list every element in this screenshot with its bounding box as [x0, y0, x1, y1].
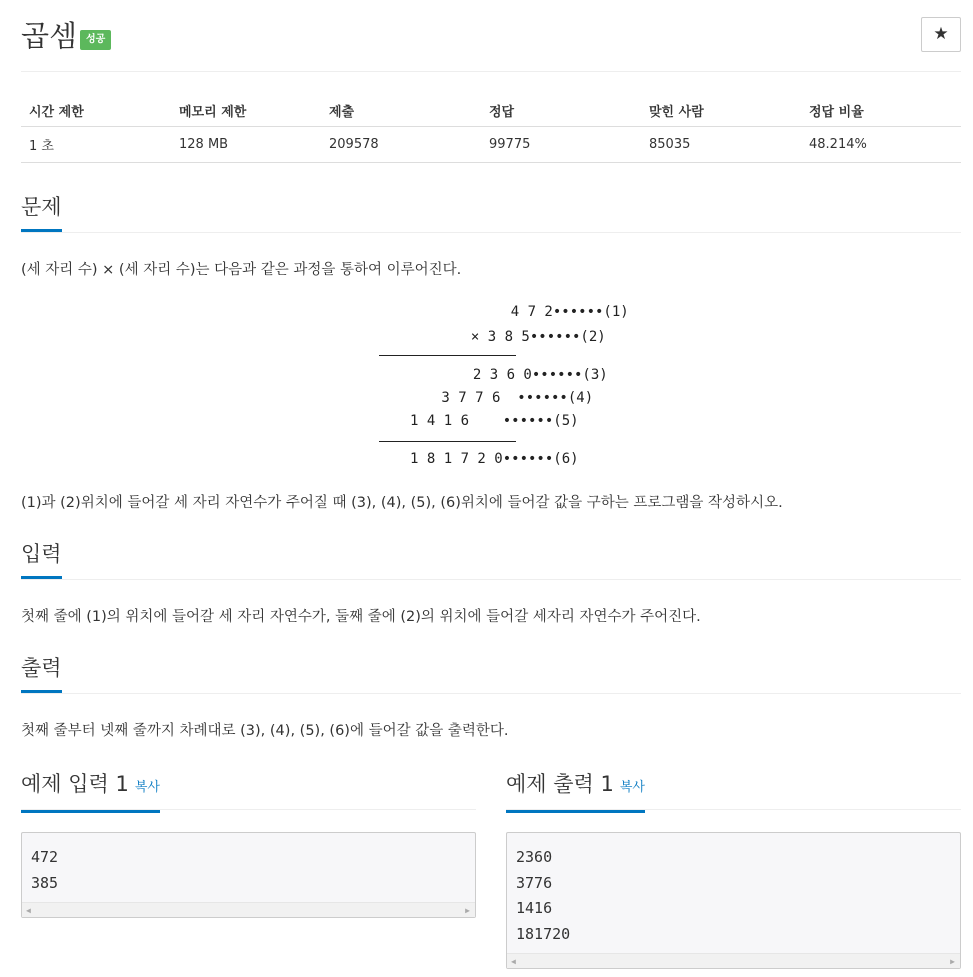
- output-description: 첫째 줄부터 넷째 줄까지 차례대로 (3), (4), (5), (6)에 들어갈 값을 출력한다.: [21, 723, 509, 739]
- sample-output-line: 2360: [516, 848, 553, 866]
- copy-sample-output-link[interactable]: 복사: [619, 780, 645, 795]
- problem-header: [21, 14, 961, 72]
- figure-rule-2: [379, 441, 516, 442]
- input-section-header: [21, 540, 961, 580]
- sample-input-title: 예제 입력 1: [21, 772, 129, 796]
- memory-limit: 128 MB: [171, 127, 321, 163]
- figure-line-1: 4 7 2••••••(1): [477, 304, 629, 320]
- description-intro: (세 자리 수) × (세 자리 수)는 다음과 같은 과정을 통하여 이루어진다.: [21, 262, 462, 278]
- output-heading: 출력: [21, 654, 62, 693]
- scroll-left-icon[interactable]: ◀: [511, 957, 516, 966]
- info-value-row: [21, 127, 961, 163]
- submissions: 209578: [321, 127, 481, 163]
- solved-users: 85035: [641, 127, 801, 163]
- info-header-row: [21, 95, 961, 127]
- sample-output-box[interactable]: [506, 832, 961, 969]
- description-section-header: [21, 193, 961, 233]
- scroll-right-icon[interactable]: ▶: [465, 906, 470, 915]
- sample-output-line: 3776: [516, 873, 553, 892]
- sample-output-title: 예제 출력 1: [506, 772, 614, 796]
- scroll-right-icon[interactable]: ▶: [950, 957, 955, 966]
- status-badge: 성공: [80, 30, 111, 50]
- sample-output-heading: [506, 770, 645, 813]
- figure-rule-1: [379, 355, 516, 356]
- figure-line-4: 3 7 7 6 ••••••(4): [433, 390, 594, 406]
- header-memory-limit: 메모리 제한: [171, 95, 321, 127]
- output-section-header: [21, 654, 961, 694]
- header-time-limit: 시간 제한: [21, 95, 171, 127]
- input-description: 첫째 줄에 (1)의 위치에 들어갈 세 자리 자연수가, 둘째 줄에 (2)의 위치에 들어갈 세자리 자연수가 주어진다.: [21, 609, 701, 625]
- sample-input-heading: [21, 770, 160, 813]
- time-limit: 1 초: [21, 127, 171, 163]
- header-solved-users: 맞힌 사람: [641, 95, 801, 127]
- header-submissions: 제출: [321, 95, 481, 127]
- scroll-left-icon[interactable]: ◀: [26, 906, 31, 915]
- copy-sample-input-link[interactable]: 복사: [134, 780, 160, 795]
- problem-title: 곱셈: [21, 19, 78, 53]
- sample-output-header: [506, 770, 961, 810]
- figure-line-6: 1 8 1 7 2 0••••••(6): [410, 451, 579, 467]
- problem-info-table: [21, 95, 961, 163]
- sample-input-box[interactable]: [21, 832, 476, 918]
- sample-input-line: 385: [31, 873, 59, 892]
- description-outro: (1)과 (2)위치에 들어갈 세 자리 자연수가 주어질 때 (3), (4), (5), (6)위치에 들어갈 값을 구하는 프로그램을 작성하시오.: [21, 495, 783, 511]
- sample-input-line: 472: [31, 848, 59, 866]
- input-heading: 입력: [21, 540, 62, 579]
- multiplication-figure: [379, 300, 629, 475]
- sample-output-line: 181720: [516, 924, 571, 943]
- figure-line-3: 2 3 6 0••••••(3): [456, 367, 608, 383]
- header-accept-ratio: 정답 비율: [801, 95, 961, 127]
- accept-ratio: 48.214%: [801, 127, 961, 163]
- horizontal-scrollbar[interactable]: [22, 902, 475, 917]
- description-heading: 문제: [21, 193, 62, 232]
- header-accepted: 정답: [481, 95, 641, 127]
- star-button[interactable]: [921, 17, 961, 52]
- accepted: 99775: [481, 127, 641, 163]
- sample-output-line: 1416: [516, 899, 553, 917]
- star-icon: ★: [933, 24, 949, 44]
- horizontal-scrollbar[interactable]: [507, 953, 960, 968]
- figure-line-5: 1 4 1 6 ••••••(5): [410, 413, 579, 429]
- sample-input-header: [21, 770, 476, 810]
- figure-line-2: × 3 8 5••••••(2): [454, 329, 606, 345]
